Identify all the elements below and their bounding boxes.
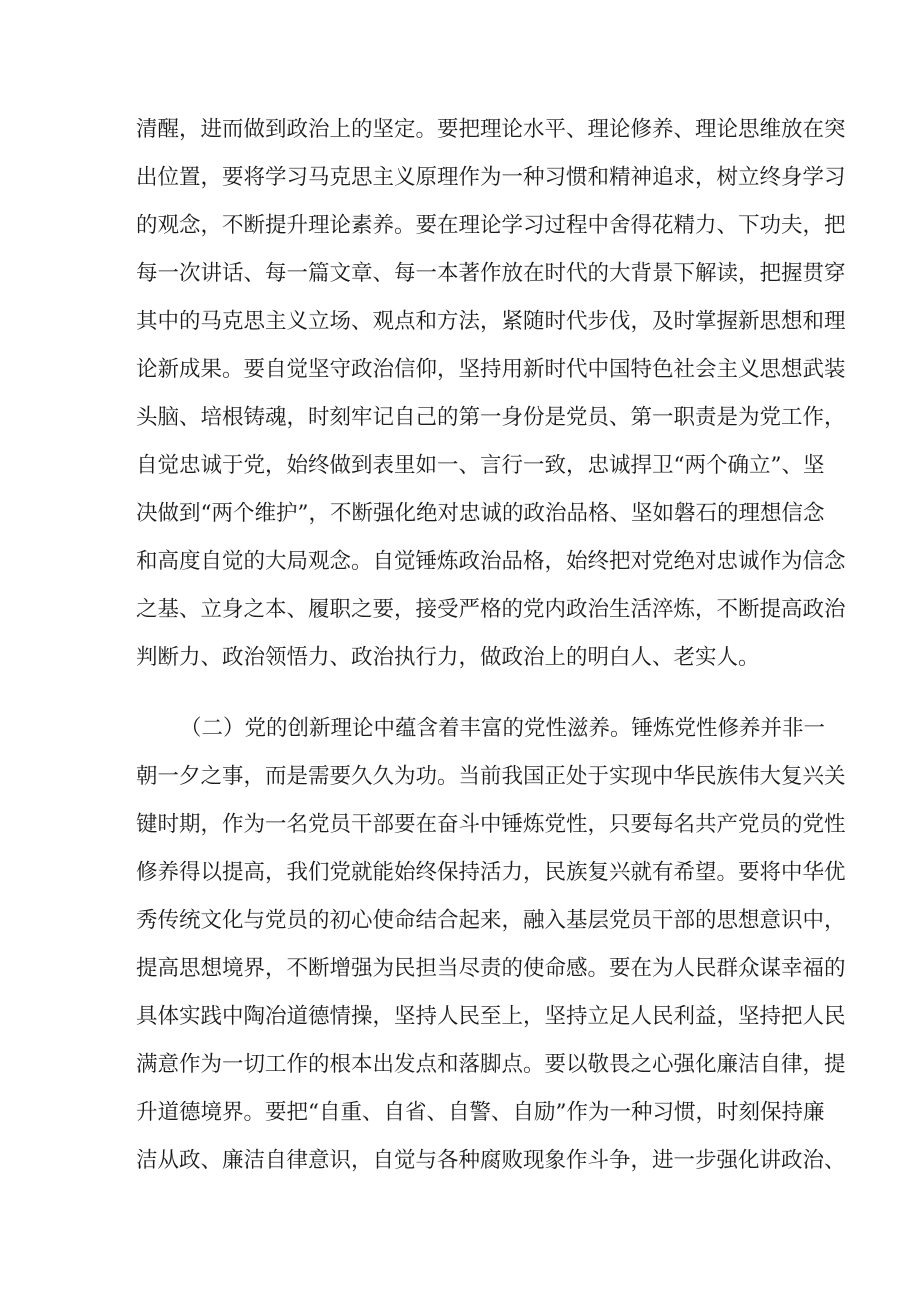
paragraph-line: 其中的马克思主义立场、观点和方法，紧随时代步伐，及时掌握新思想和理 [136, 309, 846, 334]
paragraph-line: 清醒，进而做到政治上的坚定。要把理论水平、理论修养、理论思维放在突 [136, 117, 846, 142]
paragraph-line: 提高思想境界，不断增强为民担当尽责的使命感。要在为人民群众谋幸福的 [136, 956, 846, 981]
paragraph-line: 之基、立身之本、履职之要，接受严格的党内政治生活淬炼，不断提高政治 [136, 597, 846, 622]
paragraph-line: 头脑、培根铸魂，时刻牢记自己的第一身份是党员、第一职责是为党工作， [136, 405, 846, 430]
paragraph-line: （二）党的创新理论中蕴含着丰富的党性滋养。锤炼党性修养并非一 [180, 716, 826, 741]
paragraph-line: 洁从政、廉洁自律意识，自觉与各种腐败现象作斗争，进一步强化讲政治、 [136, 1148, 846, 1173]
paragraph-line: 论新成果。要自觉坚守政治信仰，坚持用新时代中国特色社会主义思想武装 [136, 357, 846, 382]
paragraph-line: 决做到“两个维护”，不断强化绝对忠诚的政治品格、坚如磐石的理想信念 [136, 501, 825, 526]
paragraph-line: 的观念，不断提升理论素养。要在理论学习过程中舍得花精力、下功夫，把 [136, 213, 846, 238]
paragraph-line: 满意作为一切工作的根本出发点和落脚点。要以敬畏之心强化廉洁自律，提 [136, 1052, 846, 1077]
paragraph-line: 判断力、政治领悟力、政治执行力，做政治上的明白人、老实人。 [136, 645, 760, 670]
paragraph-line: 具体实践中陶冶道德情操，坚持人民至上，坚持立足人民利益，坚持把人民 [136, 1004, 846, 1029]
paragraph-line: 秀传统文化与党员的初心使命结合起来，融入基层党员干部的思想意识中， [136, 908, 846, 933]
paragraph-line: 出位置，要将学习马克思主义原理作为一种习惯和精神追求，树立终身学习 [136, 165, 846, 190]
paragraph-line: 修养得以提高，我们党就能始终保持活力，民族复兴就有希望。要将中华优 [136, 860, 846, 885]
paragraph-line: 和高度自觉的大局观念。自觉锤炼政治品格，始终把对党绝对忠诚作为信念 [136, 549, 846, 574]
paragraph-line: 升道德境界。要把“自重、自省、自警、自励”作为一种习惯，时刻保持廉 [136, 1100, 825, 1125]
paragraph-line: 自觉忠诚于党，始终做到表里如一、言行一致，忠诚捍卫“两个确立”、坚 [136, 453, 825, 478]
paragraph-line: 每一次讲话、每一篇文章、每一本著作放在时代的大背景下解读，把握贯穿 [136, 261, 846, 286]
paragraph-line: 朝一夕之事，而是需要久久为功。当前我国正处于实现中华民族伟大复兴关 [136, 764, 846, 789]
paragraph-line: 键时期，作为一名党员干部要在奋斗中锤炼党性，只要每名共产党员的党性 [136, 812, 846, 837]
